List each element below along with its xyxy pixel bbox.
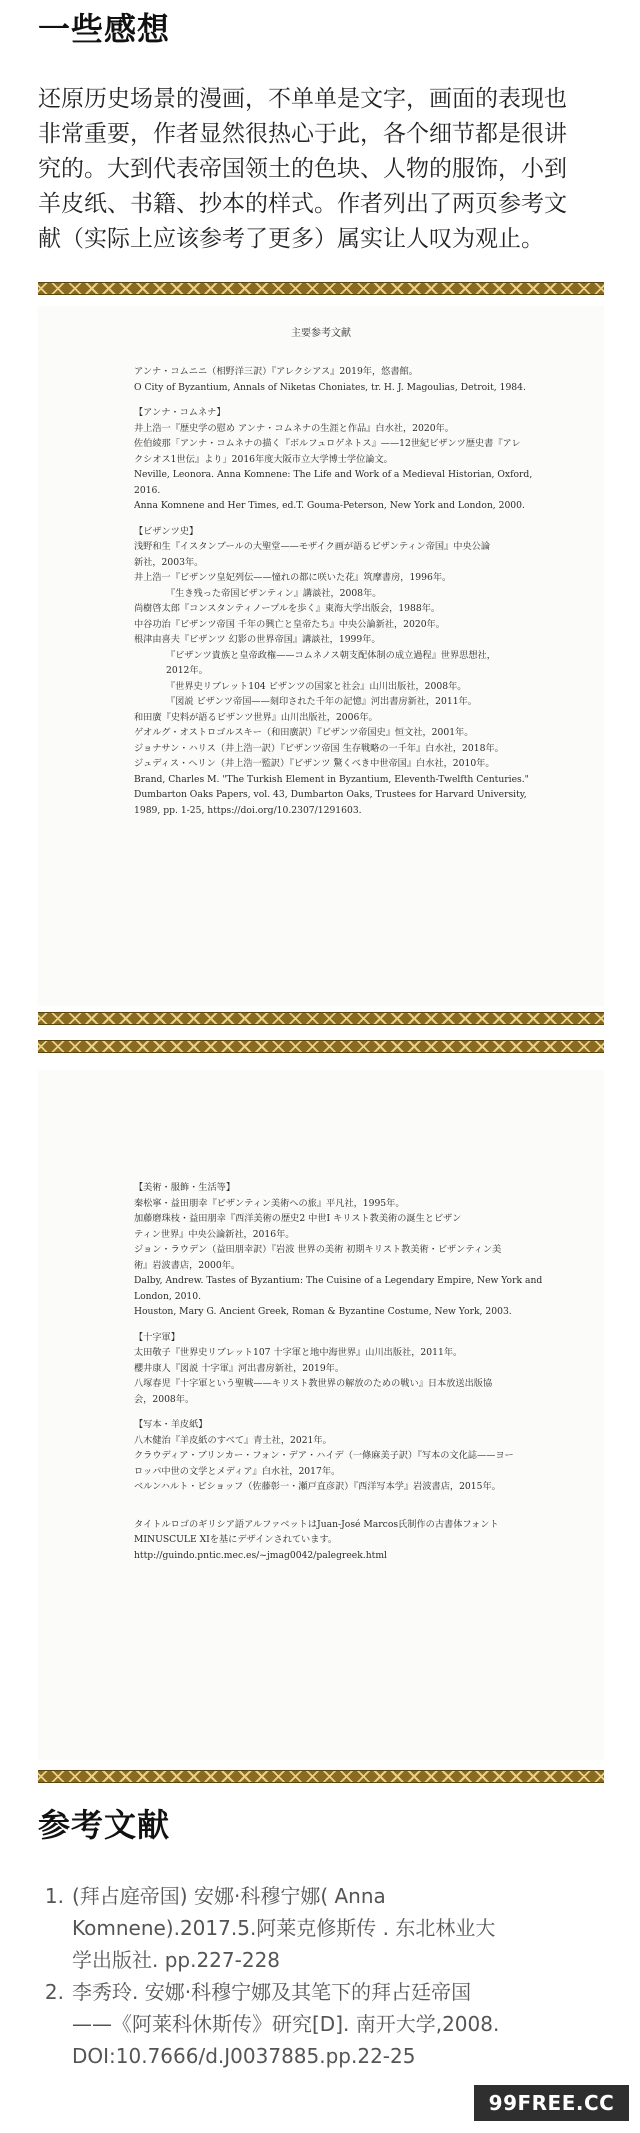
reference-text — [72, 1976, 604, 2072]
intro-line: 非常重要，作者显然很热心于此，各个细节都是很讲 — [38, 121, 567, 147]
section-title-thoughts: 一些感想 — [38, 10, 171, 48]
bibliography-entry-line: ゲオルグ・オストロゴルスキー（和田廣訳）『ビザンツ帝国史』恒文社，2001年。 — [134, 727, 474, 738]
bibliography-entry-line: Houston, Mary G. Ancient Greek, Roman & Byzantine Costume, New York, 2003. — [134, 1306, 512, 1317]
watermark-badge: 99FREE.CC — [474, 2085, 629, 2121]
bibliography-entry-line: 井上浩一『歴史学の慰め アンナ・コムネナの生涯と作品』白水社，2020年。 — [134, 422, 454, 434]
bibliography-entry-line: 井上浩一『ビザンツ皇妃列伝——憧れの都に咲いた花』筑摩書房，1996年。 — [134, 572, 452, 583]
reference-list — [38, 1880, 604, 2072]
section-title-references: 参考文献 — [38, 1806, 171, 1844]
reference-text-line: 李秀玲. 安娜·科穆宁娜及其笔下的拜占廷帝国 — [72, 1980, 472, 2004]
bibliography-scan-page-1 — [38, 306, 604, 1006]
bibliography-entry-line: ベルンハルト・ビショッフ（佐藤彰一・瀬戸直彦訳）『西洋写本学』岩波書店，2015年。 — [134, 1481, 501, 1492]
bibliography-entry-line: 加藤磨珠枝・益田朋幸『西洋美術の歴史2 中世Ⅰ キリスト教美術の誕生とビザン — [134, 1213, 462, 1224]
bibliography-entry-line: 佐伯綾那「アンナ・コムネナの描く『ボルフュロゲネトス』——12世紀ビザンツ歴史書『アレ — [134, 438, 521, 449]
bibliography-entry-line: Neville, Leonora. Anna Komnene: The Life and Work of a Medieval Historian, Oxford, — [134, 469, 533, 480]
intro-line: 还原历史场景的漫画，不单单是文字，画面的表现也 — [38, 86, 567, 112]
reference-number: 1. — [44, 1884, 64, 1908]
reference-item — [38, 1976, 604, 2072]
reference-text-line: (拜占庭帝国) 安娜·科穆宁娜( Anna — [72, 1884, 386, 1908]
intro-line: 究的。大到代表帝国领土的色块、人物的服饰，小到 — [38, 156, 567, 182]
bibliography-entry-line: Brand, Charles M. "The Turkish Element in Byzantium, Eleventh-Twelfth Centuries." — [134, 773, 529, 785]
intro-line: 羊皮纸、书籍、抄本的样式。作者列出了两页参考文 — [38, 191, 567, 217]
bibliography-entry-line: 【美術・服飾・生活等】 — [134, 1182, 236, 1193]
bibliography-entry-line: 2012年。 — [166, 665, 208, 676]
bibliography-entry-line: Dumbarton Oaks Papers, vol. 43, Dumbarton Oaks, Trustees for Harvard University, — [134, 789, 527, 800]
bibliography-entry-line: 【ビザンツ史】 — [134, 525, 199, 537]
ornamental-border-mid-1 — [38, 1012, 604, 1025]
bibliography-entry-line: Dalby, Andrew. Tastes of Byzantium: The Cuisine of a Legendary Empire, New York and — [134, 1275, 543, 1286]
reference-text-line: DOI:10.7666/d.J0037885.pp.22-25 — [72, 2044, 416, 2068]
bibliography-entry-line: 和田廣『史料が語るビザンツ世界』山川出版社，2006年。 — [134, 711, 378, 723]
ornamental-border-bottom — [38, 1770, 604, 1783]
ornamental-border-top — [38, 282, 604, 295]
bibliography-entry-line: 『図説 ビザンツ帝国——刻印された千年の記憶』河出書房新社，2011年。 — [166, 696, 477, 707]
bibliography-entry-line: タイトルロゴのギリシア語アルファベットはJuan-José Marcos氏制作の古書体フォント — [134, 1518, 499, 1530]
bibliography-entry-line: 根津由喜夫『ビザンツ 幻影の世界帝国』講談社，1999年。 — [134, 634, 381, 645]
bibliography-entry-line: 秦松寧・益田朋幸『ビザンティン美術への旅』平凡社，1995年。 — [134, 1197, 405, 1209]
bibliography-entry-line: 尚樹啓太郎『コンスタンティノープルを歩く』東海大学出版会，1988年。 — [134, 603, 441, 614]
bibliography-entry-line: 1989, pp. 1-25, https://doi.org/10.2307/1291603. — [134, 804, 362, 816]
reference-text-line: 学出版社. pp.227-228 — [72, 1948, 281, 1972]
bibliography-lines — [134, 364, 564, 818]
bibliography-entry-line: MINUSCULE XIを基にデザインされています。 — [134, 1534, 338, 1545]
bibliography-heading: 主要参考文献 — [291, 328, 351, 339]
bibliography-entry-line: 【アンナ・コムネナ】 — [134, 407, 226, 418]
bibliography-entry-line: 中谷功治『ビザンツ帝国 千年の興亡と皇帝たち』中央公論新社，2020年。 — [134, 618, 445, 630]
bibliography-entry-line: ティン世界』中央公論新社，2016年。 — [134, 1228, 295, 1240]
bibliography-entry-line: 2016. — [134, 484, 161, 496]
bibliography-entry-line: ロッパ中世の文学とメディア』白水社，2017年。 — [134, 1465, 341, 1477]
reference-text — [72, 1880, 604, 1976]
bibliography-entry-line: Anna Komnene and Her Times, ed.T. Gouma-Peterson, New York and London, 2000. — [134, 500, 525, 511]
reference-item — [38, 1880, 604, 1976]
bibliography-lines — [134, 1180, 564, 1563]
ornamental-border-mid-2 — [38, 1040, 604, 1053]
bibliography-entry-line: 【写本・羊皮紙】 — [134, 1419, 208, 1430]
bibliography-entry-line: クシオス1世伝』より」2016年度大阪市立大学博士学位論文。 — [134, 453, 393, 465]
bibliography-entry-line: ジュディス・ヘリン（井上浩一監訳）『ビザンツ 驚くべき中世帝国』白水社，2010年。 — [134, 758, 495, 769]
reference-number: 2. — [44, 1980, 64, 2004]
bibliography-entry-line: 櫻井康人『図説 十字軍』河出書房新社，2019年。 — [134, 1362, 345, 1374]
intro-paragraph — [38, 82, 604, 257]
bibliography-entry-line: 浅野和生『イスタンブールの大聖堂——モザイク画が語るビザンティン帝国』中央公論 — [134, 541, 491, 552]
bibliography-entry-line: http://guindo.pntic.mec.es/~jmag0042/palegreek.html — [134, 1549, 387, 1561]
bibliography-entry-line: 術』岩波書店，2000年。 — [134, 1259, 241, 1271]
bibliography-scan-page-2 — [38, 1070, 604, 1760]
bibliography-entry-line: ジョナサン・ハリス（井上浩一訳）『ビザンツ帝国 生存戦略の一千年』白水社，2018年。 — [134, 742, 504, 754]
bibliography-entry-line: 会，2008年。 — [134, 1393, 195, 1405]
bibliography-entry-line: 新社，2003年。 — [134, 556, 204, 568]
bibliography-entry-line: 『ビザンツ貴族と皇帝政権——コムネノス朝支配体制の成立過程』世界思想社， — [166, 649, 496, 661]
bibliography-entry-line: O City of Byzantium, Annals of Niketas Choniates, tr. H. J. Magoulias, Detroit, 1984. — [134, 381, 526, 393]
bibliography-entry-line: クラウディア・ブリンカー・フォン・デア・ハイデ（一條麻美子訳）『写本の文化誌——ヨー — [134, 1450, 514, 1461]
bibliography-entry-line: 太田敬子『世界史リブレット107 十字軍と地中海世界』山川出版社，2011年。 — [134, 1347, 463, 1358]
bibliography-entry-line: London, 2010. — [134, 1290, 202, 1302]
bibliography-entry-line: ジョン・ラウデン（益田朋幸訳）『岩波 世界の美術 初期キリスト教美術・ビザンティン美 — [134, 1244, 502, 1255]
reference-text-line: Komnene).2017.5.阿莱克修斯传 . 东北林业大 — [72, 1916, 496, 1940]
bibliography-entry-line: 『世界史リブレット104 ビザンツの国家と社会』山川出版社，2008年。 — [166, 680, 467, 692]
bibliography-entry-line: アンナ・コムニニ（相野洋三訳）『アレクシアス』2019年，悠書館。 — [134, 366, 418, 377]
reference-text-line: ——《阿莱科休斯传》研究[D]. 南开大学,2008. — [72, 2012, 500, 2036]
bibliography-entry-line: 【十字軍】 — [134, 1331, 180, 1343]
intro-line: 献（实际上应该参考了更多）属实让人叹为观止。 — [38, 226, 544, 252]
bibliography-entry-line: 『生き残った帝国ビザンティン』講談社，2008年。 — [166, 587, 382, 599]
bibliography-entry-line: 八木健治『羊皮紙のすべて』青土社，2021年。 — [134, 1434, 332, 1446]
bibliography-entry-line: 八塚春児『十字軍という聖戦——キリスト教世界の解放のための戦い』日本放送出版協 — [134, 1378, 493, 1389]
